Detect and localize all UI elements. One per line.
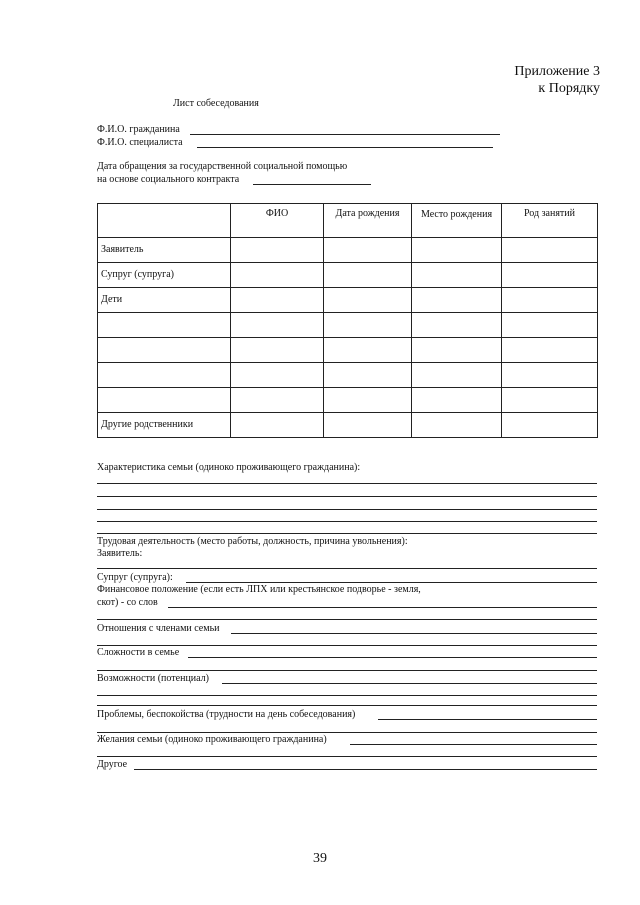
table-cell[interactable] (324, 388, 412, 413)
table-cell[interactable] (412, 238, 502, 263)
table-cell[interactable] (324, 238, 412, 263)
table-cell[interactable] (502, 263, 598, 288)
appendix-line-2: к Порядку (538, 81, 600, 96)
row-label-children: Дети (98, 288, 231, 313)
appendix-line-1: Приложение 3 (514, 64, 600, 79)
table-cell[interactable] (412, 263, 502, 288)
table-header-empty (98, 204, 231, 238)
answer-line[interactable] (97, 521, 597, 522)
problems-field[interactable] (378, 719, 597, 720)
problems-label: Проблемы, беспокойства (трудности на день собеседования) (97, 709, 356, 720)
wishes-label: Желания семьи (одиноко проживающего гражданина) (97, 734, 327, 745)
specialist-name-label: Ф.И.О. специалиста (97, 137, 183, 148)
table-cell[interactable] (412, 288, 502, 313)
table-cell[interactable] (412, 338, 502, 363)
table-cell[interactable] (502, 288, 598, 313)
column-header-birth-date: Дата рождения (324, 204, 412, 238)
row-label-empty[interactable] (98, 313, 231, 338)
table-cell[interactable] (412, 313, 502, 338)
table-cell[interactable] (502, 363, 598, 388)
answer-line[interactable] (97, 732, 597, 733)
row-label-other-relatives: Другие родственники (98, 413, 231, 438)
answer-line[interactable] (97, 756, 597, 757)
column-header-birth-place: Место рождения (412, 204, 502, 238)
table-row (98, 338, 598, 363)
work-activity-label: Трудовая деятельность (место работы, должность, причина увольнения): (97, 536, 408, 547)
table-cell[interactable] (231, 238, 324, 263)
table-cell[interactable] (412, 388, 502, 413)
difficulties-label: Сложности в семье (97, 647, 180, 658)
table-cell[interactable] (502, 413, 598, 438)
possibilities-label: Возможности (потенциал) (97, 673, 209, 684)
citizen-name-field[interactable] (190, 134, 500, 135)
spouse-label: Супруг (супруга): (97, 572, 173, 583)
family-table (97, 203, 598, 438)
table-cell[interactable] (324, 313, 412, 338)
table-cell[interactable] (502, 338, 598, 363)
table-row (98, 363, 598, 388)
financial-field[interactable] (168, 607, 597, 608)
table-row (98, 413, 598, 438)
table-header-row (98, 204, 598, 238)
answer-line[interactable] (97, 670, 597, 671)
row-label-empty[interactable] (98, 338, 231, 363)
answer-line[interactable] (97, 568, 597, 569)
other-label: Другое (97, 759, 128, 770)
table-row (98, 263, 598, 288)
spouse-field[interactable] (186, 582, 597, 583)
row-label-applicant: Заявитель (98, 238, 231, 263)
answer-line[interactable] (97, 695, 597, 696)
table-cell[interactable] (231, 263, 324, 288)
table-row (98, 288, 598, 313)
row-label-empty[interactable] (98, 363, 231, 388)
table-cell[interactable] (231, 338, 324, 363)
table-cell[interactable] (412, 413, 502, 438)
table-cell[interactable] (324, 413, 412, 438)
answer-line[interactable] (97, 509, 597, 510)
financial-label-2: скот) - со слов (97, 597, 158, 608)
table-cell[interactable] (502, 238, 598, 263)
other-field[interactable] (134, 769, 597, 770)
table-cell[interactable] (231, 388, 324, 413)
answer-line[interactable] (97, 496, 597, 497)
difficulties-field[interactable] (188, 657, 597, 658)
row-label-empty[interactable] (98, 388, 231, 413)
table-row (98, 388, 598, 413)
answer-line[interactable] (97, 645, 597, 646)
table-cell[interactable] (502, 388, 598, 413)
citizen-name-label: Ф.И.О. гражданина (97, 124, 180, 135)
table-cell[interactable] (324, 263, 412, 288)
wishes-field[interactable] (350, 744, 597, 745)
page-number: 39 (313, 851, 327, 866)
table-cell[interactable] (324, 363, 412, 388)
table-cell[interactable] (412, 363, 502, 388)
specialist-name-field[interactable] (197, 147, 493, 148)
row-label-spouse: Супруг (супруга) (98, 263, 231, 288)
possibilities-field[interactable] (222, 683, 597, 684)
financial-label-1: Финансовое положение (если есть ЛПХ или крестьянское подворье - земля, (97, 584, 421, 595)
table-row (98, 238, 598, 263)
table-cell[interactable] (502, 313, 598, 338)
family-characteristics-label: Характеристика семьи (одиноко проживающего гражданина): (97, 462, 361, 473)
document-title: Лист собеседования (173, 98, 259, 109)
column-header-occupation: Род занятий (502, 204, 598, 238)
applicant-label: Заявитель: (97, 548, 143, 559)
table-cell[interactable] (231, 288, 324, 313)
application-date-label-1: Дата обращения за государственной социальной помощью (97, 161, 348, 172)
table-cell[interactable] (231, 363, 324, 388)
table-cell[interactable] (231, 413, 324, 438)
relations-field[interactable] (231, 633, 597, 634)
table-row (98, 313, 598, 338)
relations-label: Отношения с членами семьи (97, 623, 220, 634)
application-date-label-2: на основе социального контракта (97, 174, 240, 185)
answer-line[interactable] (97, 619, 597, 620)
answer-line[interactable] (97, 705, 597, 706)
table-cell[interactable] (231, 313, 324, 338)
column-header-fio: ФИО (231, 204, 324, 238)
table-cell[interactable] (324, 288, 412, 313)
application-date-field[interactable] (253, 184, 371, 185)
table-cell[interactable] (324, 338, 412, 363)
answer-line[interactable] (97, 483, 597, 484)
answer-line[interactable] (97, 533, 597, 534)
